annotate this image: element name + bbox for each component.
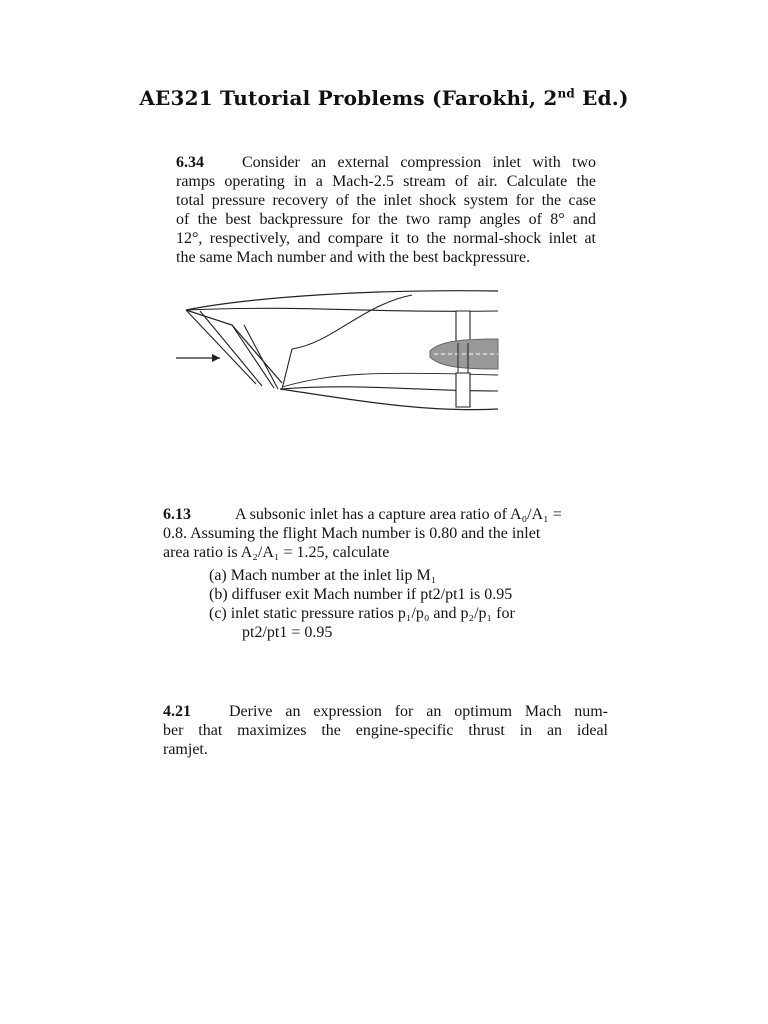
problem-6-13-line-1 — [163, 505, 603, 524]
problem-number: 6.13 — [163, 506, 191, 523]
shock-to-cowl — [292, 295, 412, 349]
problem-6-13-line-3: area ratio is A₂/A₁ = 1.25, calculate — [163, 544, 390, 561]
problem-4-21-line-1 — [163, 702, 608, 721]
problem-6-13-item-a: (a) Mach number at the inlet lip M₁ — [209, 567, 437, 584]
problem-6-13-item-c-cont: pt2/pt1 = 0.95 — [242, 624, 333, 641]
fan-blade-upper — [456, 311, 470, 343]
problem-text: Consider an external compression inlet with two — [242, 154, 596, 171]
fan-blade-lower — [456, 373, 470, 407]
problem-6-13-item-b: (b) diffuser exit Mach number if pt2/pt1 is 0.95 — [209, 586, 513, 603]
title-edition: Ed.) — [575, 86, 629, 110]
cowl-upper-outer — [186, 291, 498, 310]
oblique-shock-4 — [244, 325, 278, 389]
problem-number: 4.21 — [163, 703, 191, 720]
normal-shock — [282, 349, 292, 389]
problem-6-34-line-6: the same Mach number and with the best backpressure. — [176, 249, 531, 266]
page-title — [0, 86, 768, 110]
inlet-diagram — [172, 283, 512, 415]
problem-4-21 — [163, 702, 608, 759]
problem-6-13 — [163, 505, 603, 642]
problem-6-34-line-2: ramps operating in a Mach-2.5 stream of air. Calculate the — [176, 173, 596, 190]
flow-arrow-head — [212, 354, 220, 362]
title-text: AE321 Tutorial Problems (Farokhi, 2 — [139, 86, 558, 110]
problem-4-21-line-2: ber that maximizes the engine-specific thrust in an ideal — [163, 722, 608, 739]
duct-upper-inner — [186, 308, 498, 311]
problem-6-13-line-2: 0.8. Assuming the flight Mach number is 0.80 and the inlet — [163, 525, 541, 542]
problem-4-21-line-3: ramjet. — [163, 741, 208, 758]
problem-6-13-item-c: (c) inlet static pressure ratios p₁/p₀ and p₂/p₁ for — [209, 605, 515, 622]
ramp-surface — [186, 310, 282, 383]
problem-6-34-line-3: total pressure recovery of the inlet shock system for the case — [176, 192, 596, 209]
problem-text: A subsonic inlet has a capture area ratio of A₀/A₁ = — [235, 506, 562, 523]
problem-6-34-line-5: 12°, respectively, and compare it to the normal-shock inlet at — [176, 230, 596, 247]
title-superscript: nd — [557, 86, 576, 101]
problem-6-34-line-1 — [176, 153, 596, 172]
problem-6-34 — [176, 153, 596, 267]
problem-text: Derive an expression for an optimum Mach num- — [229, 703, 608, 720]
problem-6-34-line-4: of the best backpressure for the two ramp angles of 8° and — [176, 211, 596, 228]
problem-number: 6.34 — [176, 154, 204, 171]
